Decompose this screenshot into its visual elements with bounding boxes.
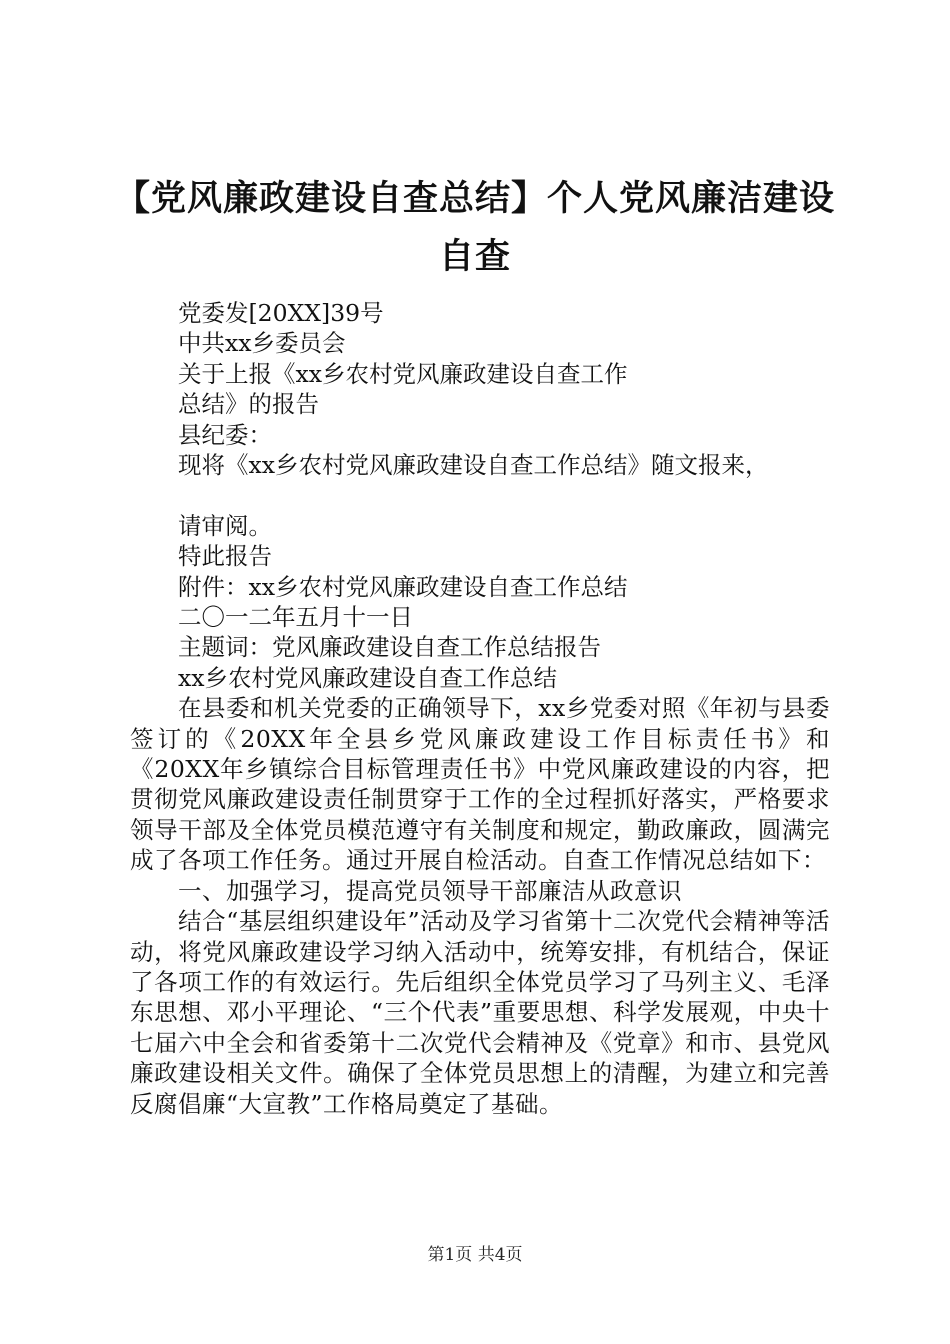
intro-paragraph: 在县委和机关党委的正确领导下，xx乡党委对照《年初与县委签订的《20XX年全县乡党风廉政建设工作目标责任书》和《20XX年乡镇综合目标管理责任书》中党风廉政建设的内容，把贯彻党风廉政建设责任制贯穿于工作的全过程抓好落实，严格要求领导干部及全体党员模范遵守有关制度和规定，勤政廉政，圆满完成了各项工作任务。通过开展自检活动。自查工作情况总结如下： bbox=[130, 694, 830, 875]
keywords-line: 主题词：党风廉政建设自查工作总结报告 bbox=[178, 633, 601, 662]
page-footer: 第1页 共4页 bbox=[427, 1245, 523, 1265]
blank-line bbox=[130, 480, 830, 510]
title-line-2: 自查 bbox=[438, 237, 511, 277]
summary-heading: xx乡农村党风廉政建设自查工作总结 bbox=[178, 663, 558, 692]
report-subject-line-2: 总结》的报告 bbox=[178, 390, 319, 419]
doc-number: 党委发[20XX]39号 bbox=[178, 299, 384, 327]
submission-text: 现将《xx乡农村党风廉政建设自查工作总结》随文报来， bbox=[178, 451, 769, 480]
issuer: 中共xx乡委员会 bbox=[178, 329, 346, 358]
section-heading-1: 一、加强学习，提高党员领导干部廉洁从政意识 bbox=[178, 876, 682, 905]
review-request: 请审阅。 bbox=[178, 511, 272, 540]
date-line: 二〇一二年五月十一日 bbox=[178, 603, 413, 632]
title-line-1: 【党风廉政建设自查总结】个人党风廉洁建设 bbox=[114, 179, 835, 219]
report-subject-line-1: 关于上报《xx乡农村党风廉政建设自查工作 bbox=[178, 359, 628, 388]
closing-phrase: 特此报告 bbox=[178, 542, 272, 571]
section-paragraph-1: 结合“基层组织建设年”活动及学习省第十二次党代会精神等活动，将党风廉政建设学习纳入活动中，统筹安排，有机结合，保证了各项工作的有效运行。先后组织全体党员学习了马列主义、毛泽东思想、邓小平理论、“三个代表”重要思想、科学发展观，中央十七届六中全会和省委第十二次党代会精神及《党章》和市、县党风廉政建设相关文件。确保了全体党员思想上的清醒，为建立和完善反腐倡廉“大宣教”工作格局奠定了基础。 bbox=[130, 907, 830, 1118]
document-title bbox=[100, 170, 850, 286]
document-body bbox=[130, 298, 830, 1119]
recipient: 县纪委： bbox=[178, 420, 272, 449]
attachment-line: 附件：xx乡农村党风廉政建设自查工作总结 bbox=[178, 572, 628, 601]
